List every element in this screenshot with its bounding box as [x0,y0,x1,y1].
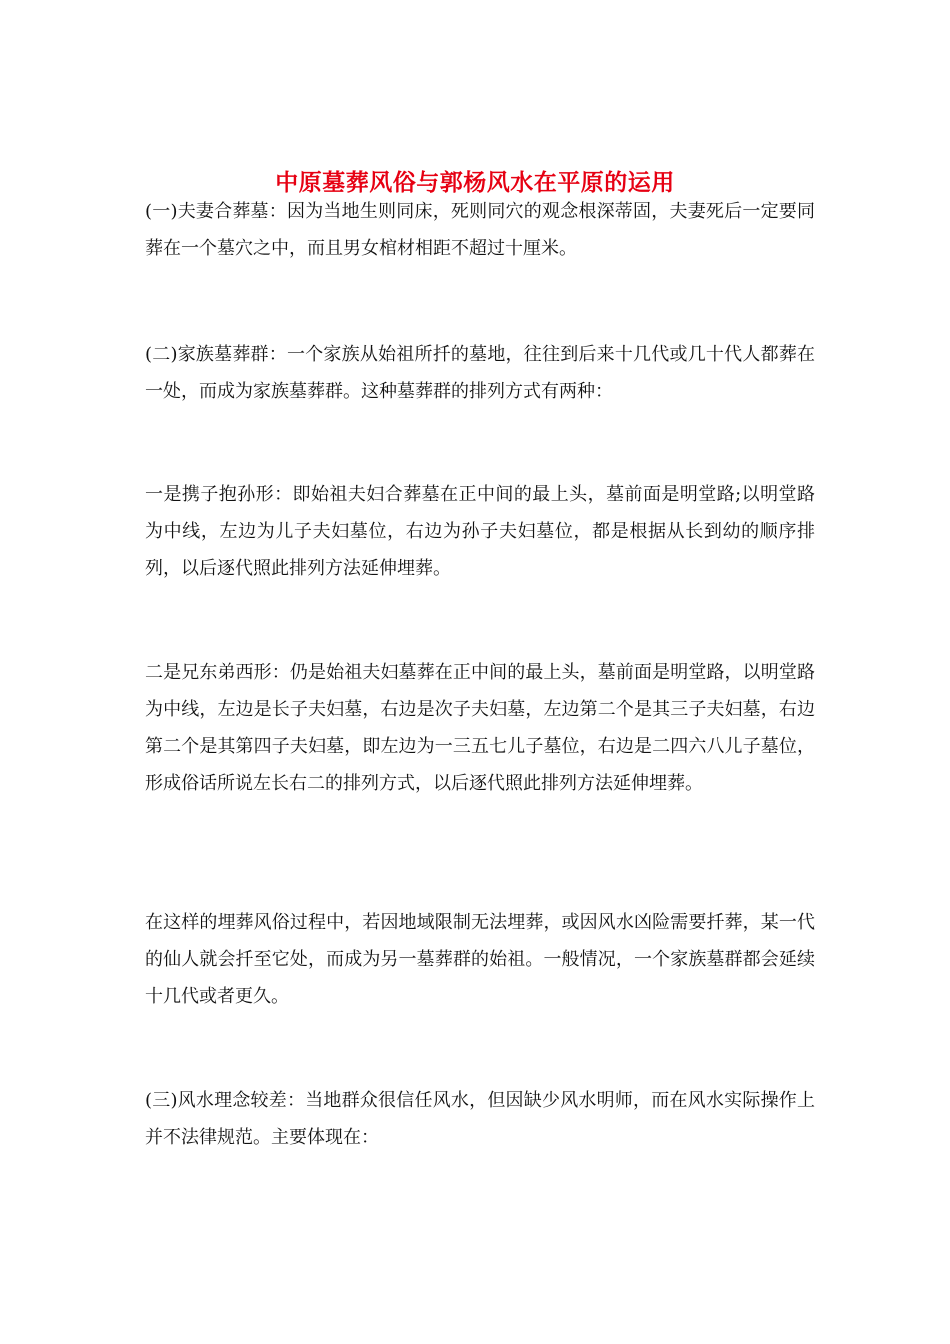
paragraph-family-burial-group: (二)家族墓葬群：一个家族从始祖所扦的墓地，往往到后来十几代或几十代人都葬在一处，而成为家族墓葬群。这种墓葬群的排列方式有两种： [145,344,815,402]
paragraph-couple-burial: (一)夫妻合葬墓：因为当地生则同床，死则同穴的观念根深蒂固，夫妻死后一定要同葬在一个墓穴之中，而且男女棺材相距不超过十厘米。 [145,201,815,259]
paragraph-arrangement-type-two: 二是兄东弟西形：仍是始祖夫妇墓葬在正中间的最上头，墓前面是明堂路，以明堂路为中线，左边是长子夫妇墓，右边是次子夫妇墓，左边第二个是其三子夫妇墓，右边第二个是其第四子夫妇墓，即左边为一三五七儿子墓位，右边是二四六八儿子墓位，形成俗话所说左长右二的排列方式，以后逐代照此排列方法延伸埋葬。 [145,662,815,794]
document-title: 中原墓葬风俗与郭杨风水在平原的运用 [275,169,675,197]
paragraph-fengshui-concept: (三)风水理念较差：当地群众很信任风水，但因缺少风水明师，而在风水实际操作上并不法律规范。主要体现在： [145,1090,815,1148]
paragraph-burial-custom-process: 在这样的埋葬风俗过程中，若因地域限制无法埋葬，或因风水凶险需要扦葬，某一代的仙人就会扦至它处，而成为另一墓葬群的始祖。一般情况，一个家族墓群都会延续十几代或者更久。 [145,912,815,1007]
paragraph-arrangement-type-one: 一是携子抱孙形：即始祖夫妇合葬墓在正中间的最上头，墓前面是明堂路;以明堂路为中线，左边为儿子夫妇墓位，右边为孙子夫妇墓位，都是根据从长到幼的顺序排列，以后逐代照此排列方法延伸埋葬。 [145,484,815,579]
